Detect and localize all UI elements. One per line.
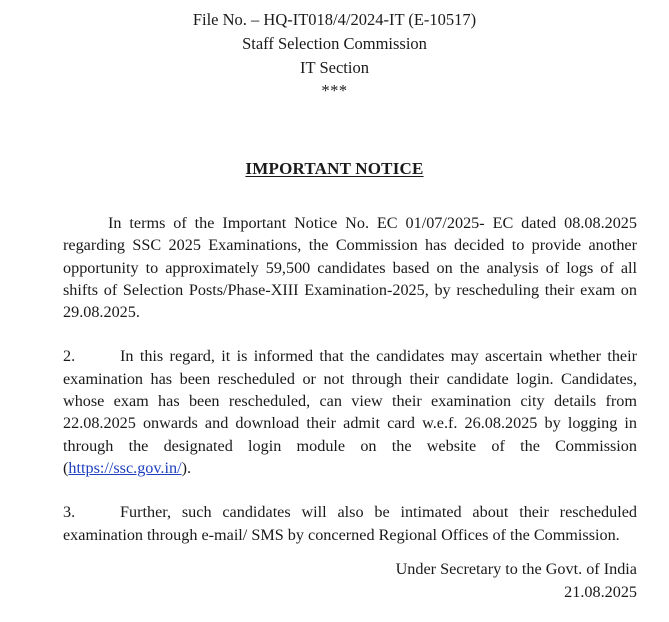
section-name-line: IT Section (300, 58, 369, 77)
ssc-website-link[interactable]: https://ssc.gov.in/ (68, 458, 182, 477)
paragraph-2-text-after-link: ). (181, 458, 191, 477)
paragraph-2 (63, 345, 637, 479)
file-number-line: File No. – HQ-IT018/4/2024-IT (E-10517) (192, 10, 477, 29)
document-header (0, 0, 669, 102)
page-title: IMPORTANT NOTICE (245, 159, 424, 178)
paragraph-3-number: 3. (63, 503, 76, 522)
paragraph-3 (63, 501, 637, 546)
header-separator: *** (321, 81, 348, 100)
organisation-name-line: Staff Selection Commission (242, 34, 427, 53)
paragraph-2-text-before-link: In this regard, it is informed that the candidates may ascertain whether their examination has been rescheduled or not through their candidate login. Candidates, whose exam has been rescheduled, can view their examination city details from 22.08.2025 onwards and download their admit card w.e.f. 26.08.2025 by logging in through the designated login module on the website of the Commission ( (63, 347, 637, 477)
notice-title-container (0, 159, 669, 179)
document-body (63, 212, 637, 568)
paragraph-3-text: Further, such candidates will also be intimated about their rescheduled examination through e-mail/ SMS by concerned Regional Offices of the Commission. (63, 503, 637, 544)
signature-date: 21.08.2025 (564, 582, 637, 601)
paragraph-2-number: 2. (63, 347, 76, 366)
paragraph-1: In terms of the Important Notice No. EC 01/07/2025- EC dated 08.08.2025 regarding SSC 2025 Examinations, the Commission has decided to provide another opportunity to approximately 59,500 candidates based on the analysis of logs of all shifts of Selection Posts/Phase-XIII Examination-2025, by rescheduling their exam on 29.08.2025. (63, 214, 637, 322)
signature-block (63, 558, 637, 603)
signatory-designation: Under Secretary to the Govt. of India (395, 560, 637, 578)
